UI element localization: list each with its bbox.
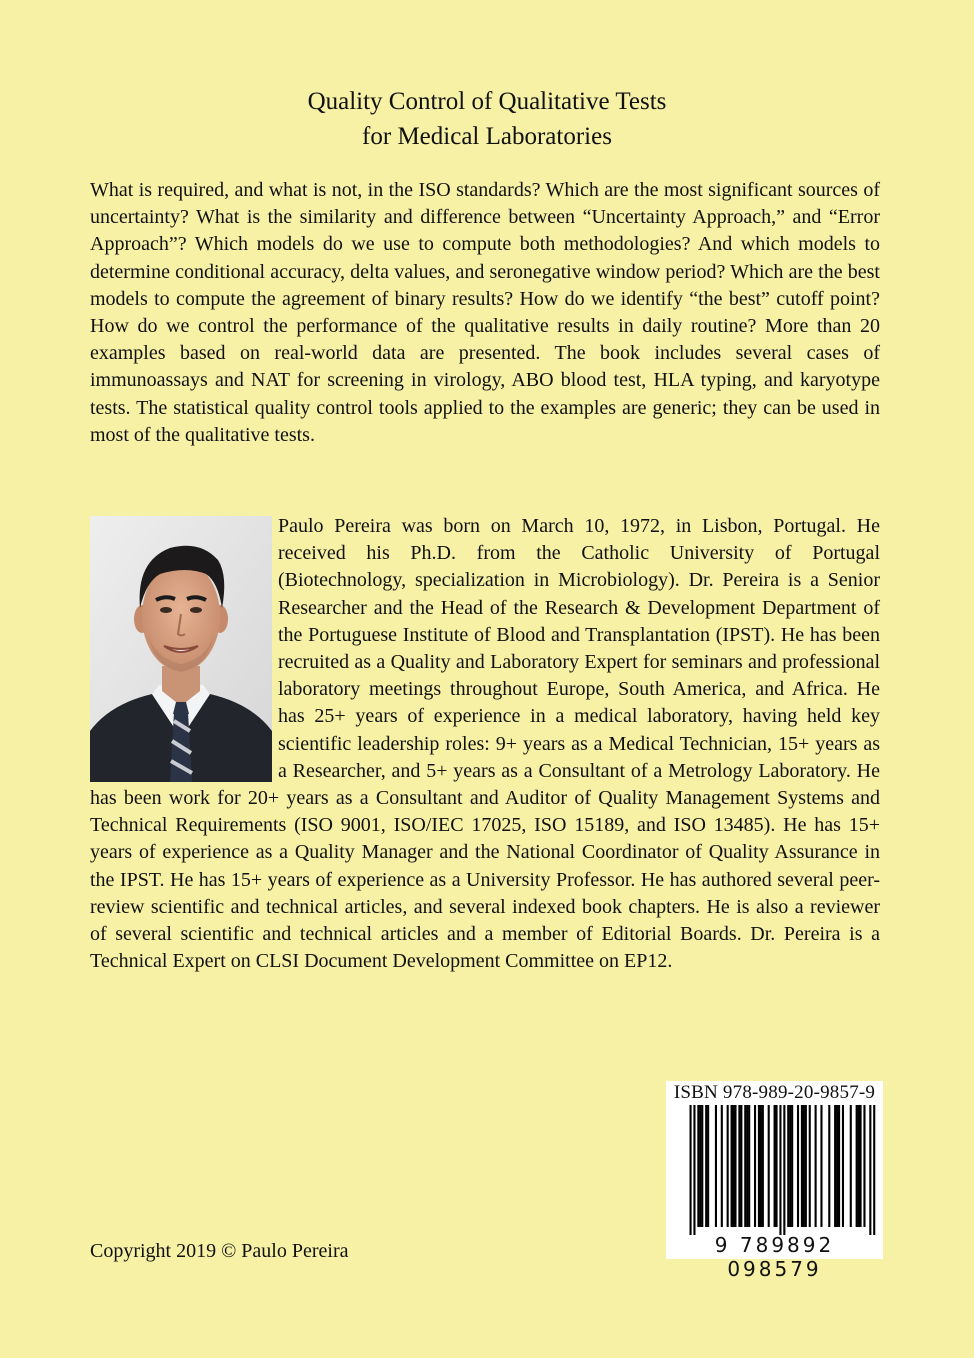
barcode-bar	[801, 1105, 803, 1227]
barcode-bar	[762, 1105, 764, 1227]
barcode-bar	[850, 1105, 852, 1227]
barcode-bar	[791, 1105, 793, 1227]
author-bio: Paulo Pereira was born on March 10, 1972, in Lisbon, Portugal. He received his Ph.D. from the Catholic University of Portugal (Biotechnology, specialization in Microbiology). Dr. Pereira is a Senior Researcher and the Head of the Research & Development Department of the Portuguese Institute of Blood and Transplantation (IPST). He has been recruited as a Quality and Laboratory Expert for seminars and professional laboratory meetings throughout Europe, South America, and Africa. He has 25+ years of experience in a medical laboratory, having held key scientific leadership roles: 9+ years as a Medical Technician, 15+ years as a Researcher, and 5+ years as a Consultant of a Metrology Laboratory. He has been work for 20+ years as a Consultant and Auditor of Quality Management Systems and Technical Requirements (ISO 9001, ISO/IEC 17025, ISO 15189, and ISO 13485). He has 15+ years of experience as a Quality Manager and the National Coordinator of Quality Assurance in the IPST. He has 15+ years of experience as a University Professor. He has authored several peer-review scientific and technical articles, and several indexed book chapters. He is also a reviewer of several scientific and technical articles and a member of Editorial Boards. Dr. Pereira is a Technical Expert on CLSI Document Development Committee on EP12.	[90, 515, 880, 973]
barcode-bar	[707, 1105, 709, 1227]
barcode-bar	[787, 1105, 789, 1227]
barcode-bar	[699, 1105, 701, 1227]
barcode-bar	[746, 1105, 748, 1227]
barcode-bar	[693, 1105, 695, 1235]
barcode-bar	[815, 1105, 817, 1227]
barcode-bar	[715, 1105, 717, 1227]
barcode-bar	[869, 1105, 871, 1235]
barcode-bar	[836, 1105, 838, 1227]
barcode-bar	[774, 1105, 776, 1227]
barcode-bar	[873, 1105, 875, 1235]
barcode-bar	[863, 1105, 865, 1227]
barcode-digits: 9 789892 098579	[714, 1233, 835, 1281]
barcode-bar	[740, 1105, 742, 1227]
barcode-bar	[732, 1105, 734, 1227]
author-section	[90, 513, 880, 975]
barcode-bar	[760, 1105, 762, 1227]
barcode-bar	[754, 1105, 756, 1227]
barcode-bar	[727, 1105, 729, 1227]
barcode-bar	[701, 1105, 703, 1227]
barcode-bar	[783, 1105, 785, 1235]
book-title-line-2: for Medical Laboratories	[362, 123, 612, 150]
barcode-bar	[697, 1105, 699, 1227]
copyright-notice: Copyright 2019 © Paulo Pereira	[90, 1240, 349, 1262]
barcode-bar	[828, 1105, 830, 1227]
barcode-bar	[734, 1105, 736, 1227]
barcode-bars	[668, 1105, 881, 1235]
isbn-barcode	[666, 1081, 883, 1281]
barcode-bar	[860, 1105, 862, 1227]
book-title	[0, 84, 974, 154]
barcode-bar	[838, 1105, 840, 1227]
barcode-bar	[820, 1105, 822, 1227]
isbn-label: ISBN 978-989-20-9857-9	[673, 1082, 876, 1103]
barcode-bar	[748, 1105, 750, 1227]
book-title-line-1: Quality Control of Qualitative Tests	[307, 88, 667, 115]
barcode-bar	[721, 1105, 723, 1227]
barcode-bar	[858, 1105, 860, 1227]
barcode-bar	[779, 1105, 781, 1235]
barcode-bar	[758, 1105, 760, 1227]
barcode-bar	[803, 1105, 805, 1227]
barcode-bar	[768, 1105, 770, 1227]
barcode-bar	[789, 1105, 791, 1227]
barcode-bar	[775, 1105, 777, 1227]
barcode-bar	[738, 1105, 740, 1227]
book-synopsis: What is required, and what is not, in the ISO standards? Which are the most significant sources of uncertainty? What is the similarity and difference between “Uncertainty Approach,” and “Error Approach”? Which models do we use to compute both methodologies? And which models to determine conditional accuracy, delta values, and seronegative window period? Which are the best models to compute the agreement of binary results? How do we identify “the best” cutoff point? How do we control the performance of the qualitative results in daily routine? More than 20 examples based on real-world data are presented. The book includes several cases of immunoassays and NAT for screening in virology, ABO blood test, HLA typing, and karyotype tests. The statistical quality control tools applied to the examples are generic; they can be used in most of the qualitative tests.	[90, 179, 880, 446]
barcode-bar	[842, 1105, 844, 1227]
barcode-bar	[731, 1105, 733, 1227]
barcode-bar	[797, 1105, 799, 1227]
barcode-bar	[744, 1105, 746, 1227]
barcode-bar	[809, 1105, 811, 1227]
barcode-bar	[834, 1105, 836, 1227]
author-photo	[90, 516, 272, 782]
barcode-bar	[705, 1105, 707, 1227]
barcode-bar	[805, 1105, 807, 1227]
barcode-bar	[856, 1105, 858, 1227]
barcode-bar	[690, 1105, 692, 1235]
